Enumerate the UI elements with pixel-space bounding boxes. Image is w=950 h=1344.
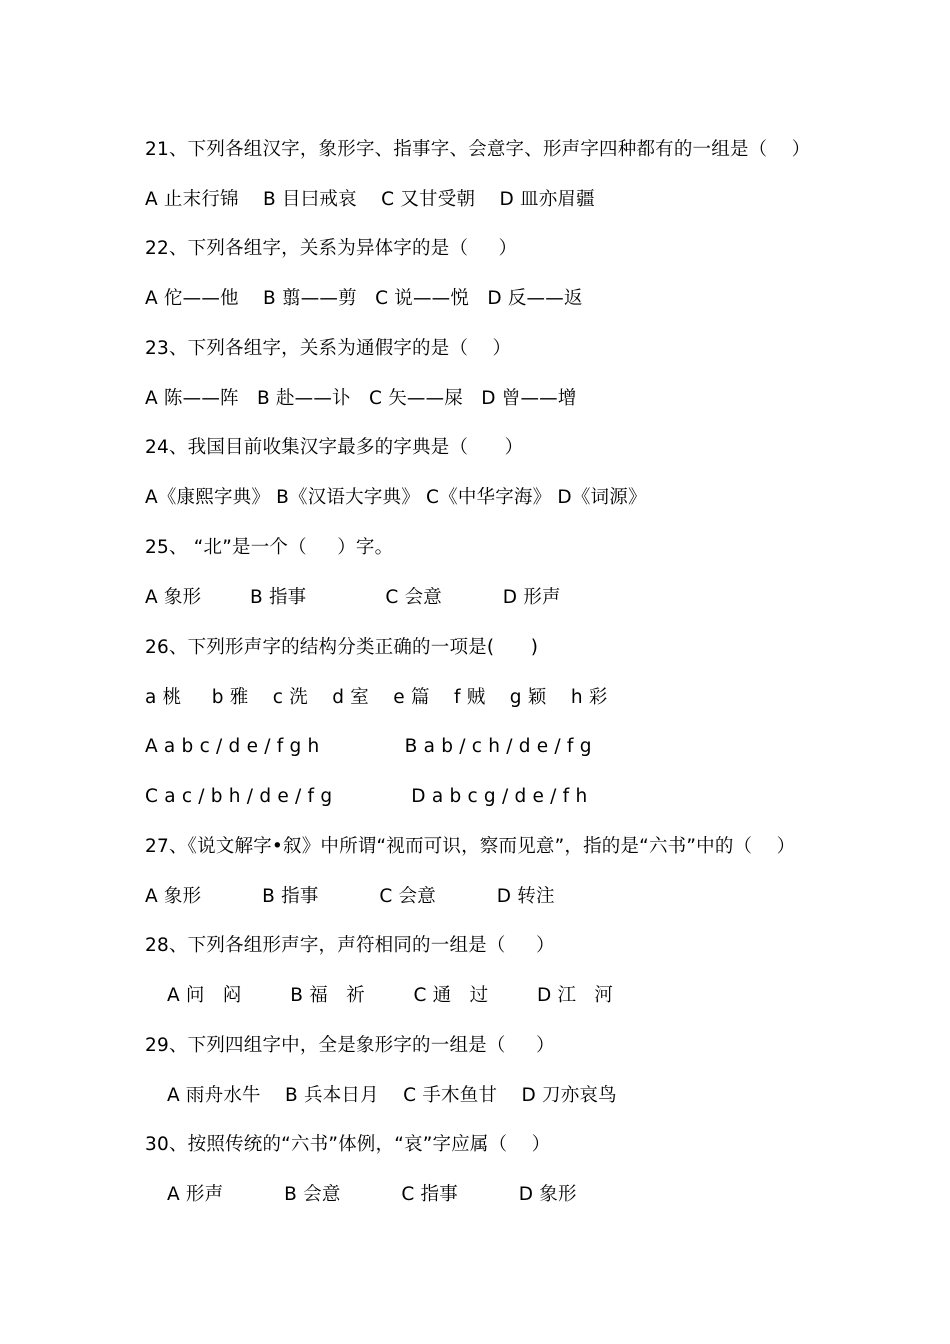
question-25: 25、 “北”是一个（ ）字。 (145, 537, 394, 558)
question-26-options-cd: C a c / b h / d e / f g D a b c g / d e / f h (145, 786, 588, 807)
question-21-options: A 止末行锦 B 目曰戒哀 C 又甘受朝 D 皿亦眉疆 (145, 189, 595, 210)
question-26-characters: a 桃 b 雅 c 洗 d 室 e 篇 f 贼 g 颖 h 彩 (145, 687, 608, 708)
question-27-options: A 象形 B 指事 C 会意 D 转注 (145, 886, 555, 907)
question-29-options: A 雨舟水牛 B 兵本日月 C 手木鱼甘 D 刀亦哀鸟 (167, 1085, 617, 1106)
question-23-options: A 陈——阵 B 赴——讣 C 矢——屎 D 曾——增 (145, 388, 577, 409)
question-26-options-ab: A a b c / d e / f g h B a b / c h / d e / f g (145, 736, 592, 757)
question-23: 23、下列各组字，关系为通假字的是（ ） (145, 338, 512, 359)
question-30-options: A 形声 B 会意 C 指事 D 象形 (167, 1184, 577, 1205)
question-26: 26、下列形声字的结构分类正确的一项是( ) (145, 637, 539, 658)
question-24: 24、我国目前收集汉字最多的字典是（ ） (145, 437, 524, 458)
question-28-options: A 问 闷 B 福 祈 C 通 过 D 江 河 (167, 985, 614, 1006)
question-29: 29、下列四组字中，全是象形字的一组是（ ） (145, 1035, 555, 1056)
question-28: 28、下列各组形声字，声符相同的一组是（ ） (145, 935, 555, 956)
question-25-options: A 象形 B 指事 C 会意 D 形声 (145, 587, 561, 608)
question-22-options: A 佗——他 B 翦——剪 C 说——悦 D 反——返 (145, 288, 583, 309)
question-22: 22、下列各组字，关系为异体字的是（ ） (145, 238, 518, 259)
question-27: 27、《说文解字•叙》中所谓“视而可识，察而见意”，指的是“六书”中的（ ） (145, 836, 796, 857)
question-21: 21、下列各组汉字，象形字、指事字、会意字、形声字四种都有的一组是（ ） (145, 139, 811, 160)
question-30: 30、按照传统的“六书”体例，“哀”字应属（ ） (145, 1134, 551, 1155)
question-24-options: A《康熙字典》 B《汉语大字典》 C《中华字海》 D《词源》 (145, 487, 647, 508)
